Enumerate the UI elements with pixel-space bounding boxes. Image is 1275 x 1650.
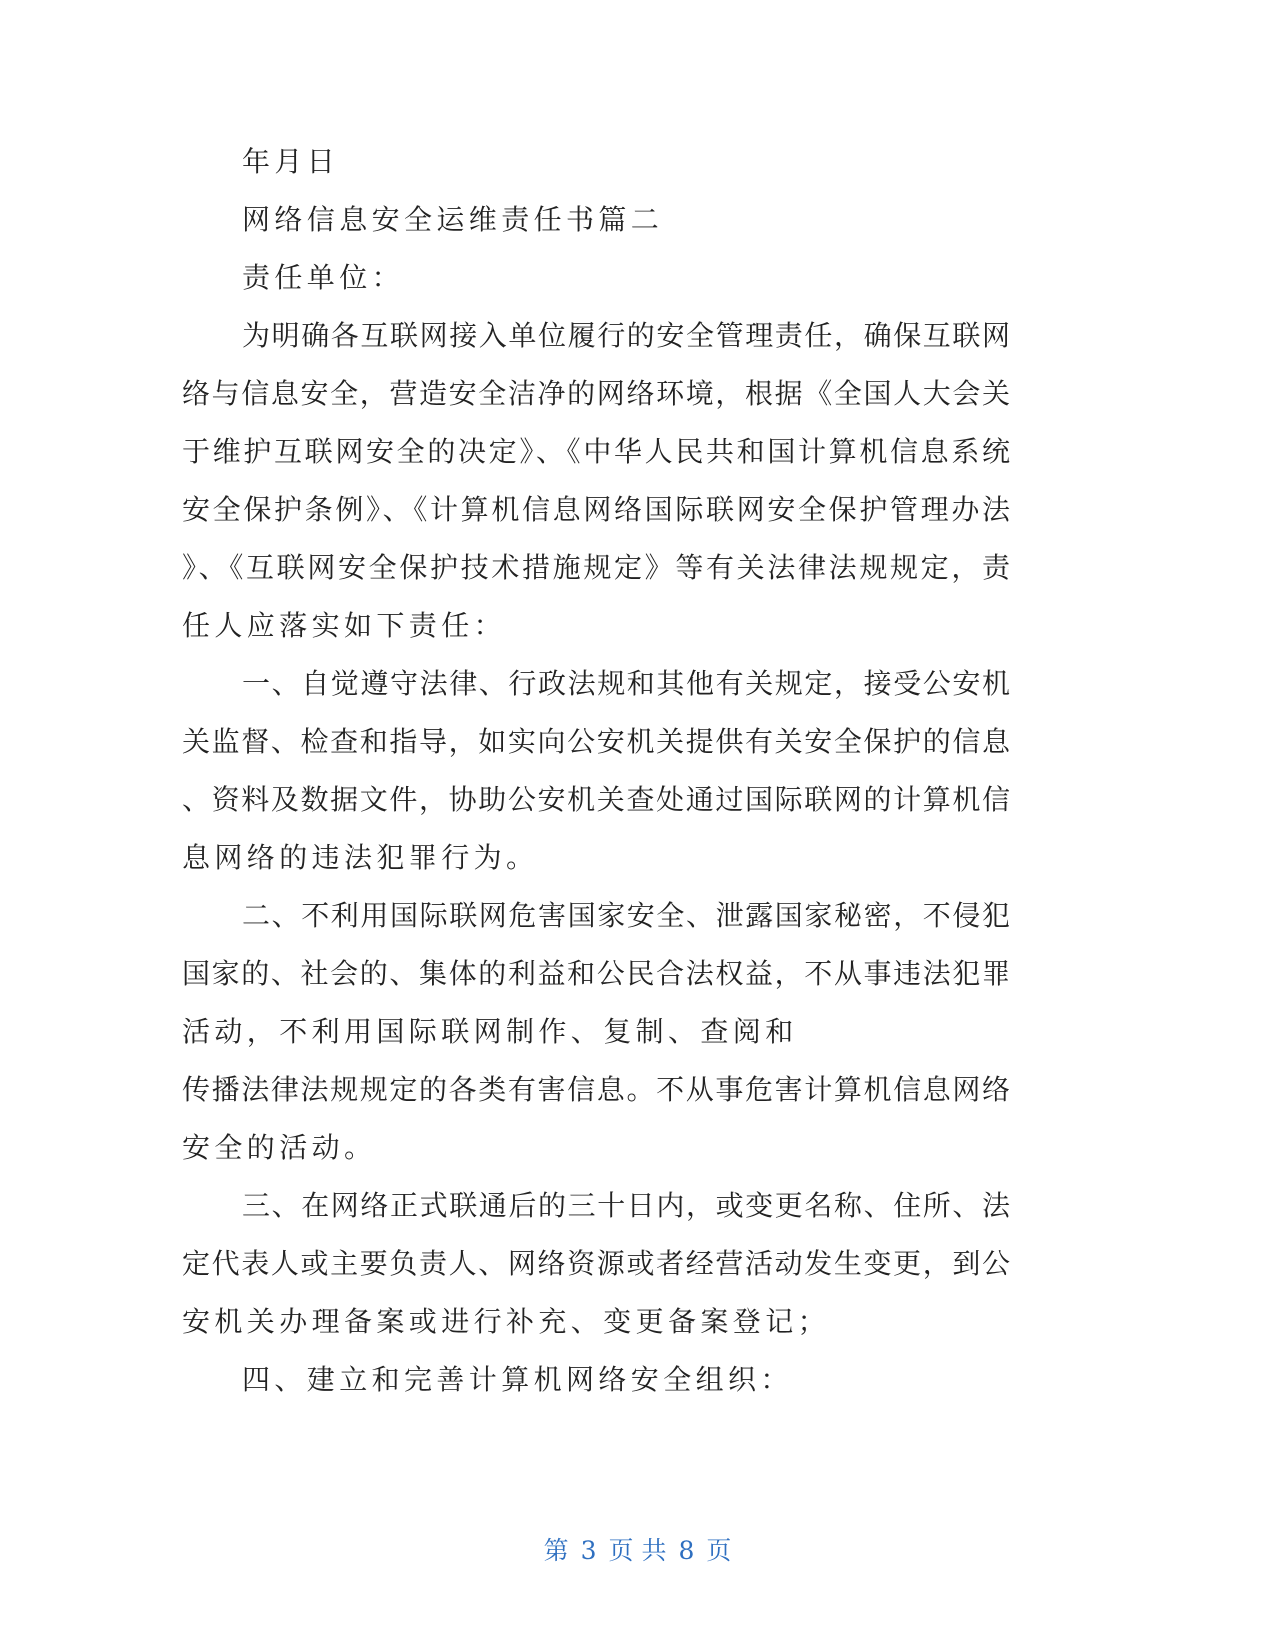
footer-prefix: 第 xyxy=(543,1536,569,1565)
paragraph-line: 四、建立和完善计算机网络安全组织： xyxy=(242,1363,793,1396)
paragraph-line: 二、不利用国际联网危害国家安全、泄露国家秘密，不侵犯 xyxy=(242,899,1010,932)
paragraph-line: 、资料及数据文件，协助公安机关查处通过国际联网的计算机信 xyxy=(182,783,1010,816)
current-page-number: 3 xyxy=(580,1536,597,1565)
paragraph-line: 为明确各互联网接入单位履行的安全管理责任，确保互联网 xyxy=(242,319,1010,352)
paragraph-line: 安机关办理备案或进行补充、变更备案登记； xyxy=(182,1305,831,1338)
paragraph-line: 于维护互联网安全的决定》、《中华人民共和国计算机信息系统 xyxy=(182,435,1010,468)
paragraph-line: 关监督、检查和指导，如实向公安机关提供有关安全保护的信息 xyxy=(182,725,1010,758)
section-title: 网络信息安全运维责任书篇二 xyxy=(242,203,664,236)
date-line: 年月日 xyxy=(242,145,340,178)
paragraph-line: 息网络的违法犯罪行为。 xyxy=(182,841,539,874)
responsible-unit-label: 责任单位： xyxy=(242,261,405,294)
footer-suffix: 页 xyxy=(706,1536,732,1565)
paragraph-line: 一、自觉遵守法律、行政法规和其他有关规定，接受公安机 xyxy=(242,667,1010,700)
paragraph-line: 安全的活动。 xyxy=(182,1131,377,1164)
paragraph-line: 三、在网络正式联通后的三十日内，或变更名称、住所、法 xyxy=(242,1189,1010,1222)
paragraph-line: 国家的、社会的、集体的利益和公民合法权益，不从事违法犯罪 xyxy=(182,957,1010,990)
paragraph-line: 安全保护条例》、《计算机信息网络国际联网安全保护管理办法 xyxy=(182,493,1010,526)
page-footer xyxy=(0,1534,1275,1568)
paragraph-line: 传播法律法规规定的各类有害信息。不从事危害计算机信息网络 xyxy=(182,1073,1010,1106)
paragraph-line: 》、《互联网安全保护技术措施规定》等有关法律法规规定，责 xyxy=(182,551,1010,584)
paragraph-line: 任人应落实如下责任： xyxy=(182,609,507,642)
paragraph-line: 络与信息安全，营造安全洁净的网络环境，根据《全国人大会关 xyxy=(182,377,1010,410)
paragraph-line: 活动，不利用国际联网制作、复制、查阅和 xyxy=(182,1015,798,1048)
paragraph-line: 定代表人或主要负责人、网络资源或者经营活动发生变更，到公 xyxy=(182,1247,1010,1280)
total-page-number: 8 xyxy=(678,1536,695,1565)
footer-middle: 页 共 xyxy=(608,1536,667,1565)
